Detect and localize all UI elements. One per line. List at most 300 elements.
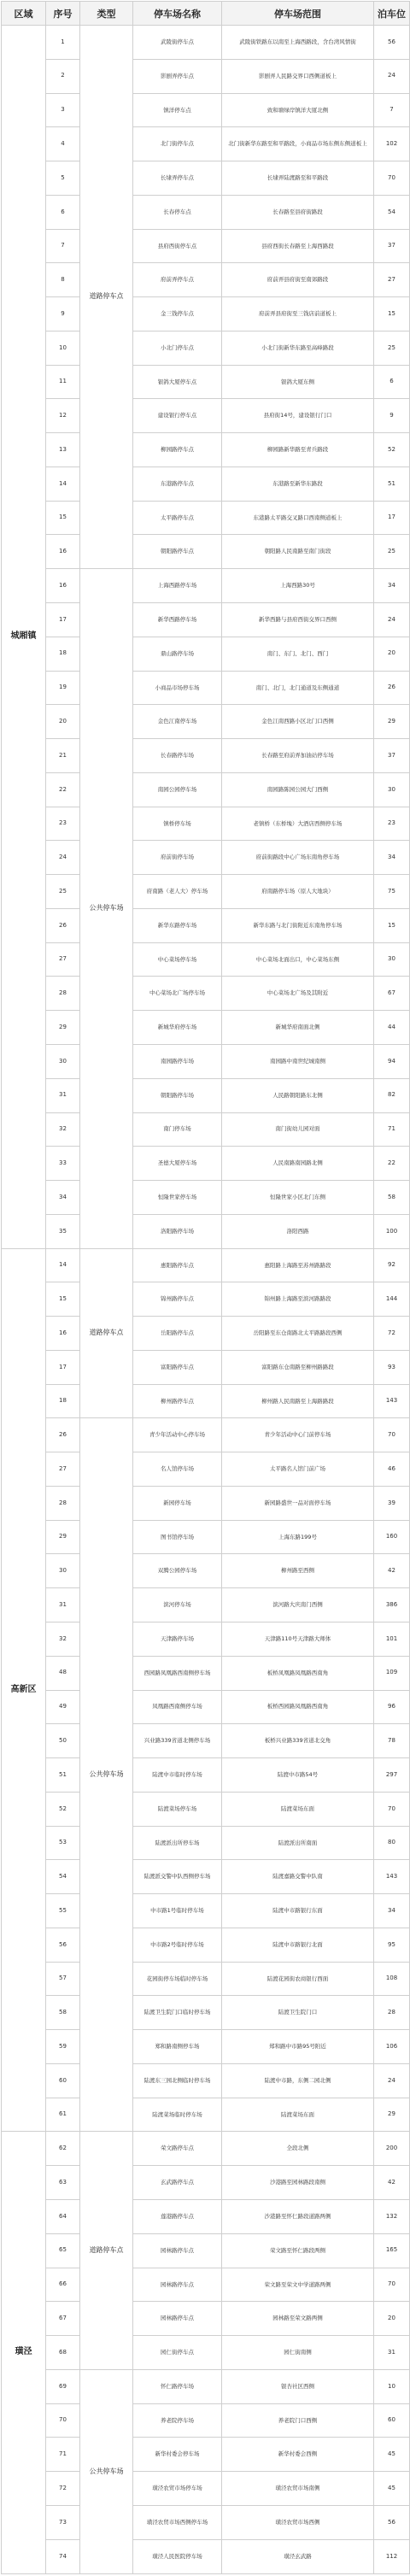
spots-cell: 96 (374, 1690, 410, 1724)
seq-cell: 3 (46, 93, 80, 127)
table-row (2, 1452, 410, 1487)
table-row (2, 1758, 410, 1793)
range-cell: 新城华府南面北侧 (222, 1011, 374, 1045)
range-cell: 全段北侧 (222, 2132, 374, 2166)
name-cell: 富阳路停车点 (133, 1350, 222, 1384)
spots-cell: 27 (374, 263, 410, 297)
spots-cell: 70 (374, 1418, 410, 1452)
spots-cell: 25 (374, 331, 410, 365)
table-row (2, 977, 410, 1011)
name-cell: 园仁街停车点 (133, 2336, 222, 2370)
name-cell: 长埭弄停车点 (133, 161, 222, 196)
range-cell: 恒隆世家小区北门东侧 (222, 1181, 374, 1215)
spots-cell: 75 (374, 875, 410, 909)
seq-cell: 27 (46, 942, 80, 977)
name-cell: 璜泾农贸市场西侧停车场 (133, 2505, 222, 2539)
table-row (2, 2200, 410, 2234)
table-row (2, 1486, 410, 1520)
range-cell: 南门、北门，北门通道及东侧通道 (222, 671, 374, 705)
table-row (2, 2166, 410, 2200)
spots-cell: 80 (374, 1826, 410, 1860)
spots-cell: 39 (374, 1486, 410, 1520)
name-cell: 府南路（老人大）停车场 (133, 875, 222, 909)
spots-cell: 70 (374, 1792, 410, 1826)
seq-cell: 65 (46, 2233, 80, 2268)
seq-cell: 16 (46, 1317, 80, 1351)
seq-cell: 8 (46, 263, 80, 297)
table-row (2, 399, 410, 433)
name-cell: 小北门停车点 (133, 331, 222, 365)
seq-cell: 18 (46, 637, 80, 671)
seq-cell: 6 (46, 195, 80, 229)
header-seq: 序号 (46, 2, 80, 26)
name-cell: 府前弄停车点 (133, 263, 222, 297)
spots-cell: 29 (374, 705, 410, 739)
seq-cell: 53 (46, 1826, 80, 1860)
parking-table (1, 1, 410, 2574)
table-row (2, 1690, 410, 1724)
table-row (2, 1078, 410, 1112)
spots-cell: 45 (374, 2438, 410, 2472)
spots-cell: 34 (374, 841, 410, 875)
spots-cell: 143 (374, 1860, 410, 1894)
name-cell: 陆渡派交警中队西侧停车场 (133, 1860, 222, 1894)
table-row (2, 1724, 410, 1758)
seq-cell: 27 (46, 1452, 80, 1487)
range-cell: 影剧弄人民路交界口西侧道板上 (222, 59, 374, 93)
table-row (2, 1588, 410, 1622)
spots-cell: 20 (374, 2302, 410, 2336)
spots-cell: 24 (374, 2063, 410, 2098)
name-cell: 北门街停车点 (133, 127, 222, 161)
table-row (2, 1860, 410, 1894)
seq-cell: 73 (46, 2505, 80, 2539)
spots-cell: 56 (374, 26, 410, 60)
spots-cell: 143 (374, 1384, 410, 1418)
spots-cell: 15 (374, 908, 410, 942)
spots-cell: 165 (374, 2233, 410, 2268)
name-cell: 新园停车场 (133, 1486, 222, 1520)
seq-cell: 55 (46, 1894, 80, 1928)
range-cell: 沙港路至怀仁路段道路两侧 (222, 2200, 374, 2234)
table-row (2, 297, 410, 332)
spots-cell: 78 (374, 1724, 410, 1758)
table-row (2, 1996, 410, 2030)
spots-cell: 6 (374, 365, 410, 399)
seq-cell: 52 (46, 1792, 80, 1826)
spots-cell: 7 (374, 93, 410, 127)
table-row (2, 603, 410, 637)
seq-cell: 33 (46, 1147, 80, 1181)
name-cell: 养老院停车场 (133, 2403, 222, 2438)
spots-cell: 297 (374, 1758, 410, 1793)
spots-cell: 25 (374, 535, 410, 569)
table-row (2, 1962, 410, 1996)
name-cell: 西园路凤凰路西南侧停车场 (133, 1656, 222, 1690)
range-cell: 璜泾玄武路 (222, 2539, 374, 2573)
name-cell: 凤凰路西南侧停车场 (133, 1690, 222, 1724)
table-row (2, 1520, 410, 1554)
spots-cell: 386 (374, 1588, 410, 1622)
table-row (2, 2336, 410, 2370)
name-cell: 陆渡派出所停车场 (133, 1826, 222, 1860)
name-cell: 中心菜场北广场停车场 (133, 977, 222, 1011)
name-cell: 镇洋停车点 (133, 93, 222, 127)
seq-cell: 32 (46, 1622, 80, 1656)
spots-cell: 42 (374, 1554, 410, 1588)
name-cell: 陆渡中市临时停车场 (133, 1758, 222, 1793)
name-cell: 朝阳路停车场 (133, 1078, 222, 1112)
name-cell: 长春停车点 (133, 195, 222, 229)
name-cell: 南门停车场 (133, 1112, 222, 1147)
seq-cell: 16 (46, 569, 80, 603)
table-row (2, 1248, 410, 1282)
spots-cell: 160 (374, 1520, 410, 1554)
table-row (2, 1928, 410, 1962)
table-row (2, 2472, 410, 2506)
seq-cell: 22 (46, 772, 80, 807)
table-row (2, 2268, 410, 2302)
seq-cell: 12 (46, 399, 80, 433)
name-cell: 莲港路停车点 (133, 2200, 222, 2234)
range-cell: 天津路110号天津路大师体 (222, 1622, 374, 1656)
table-row (2, 433, 410, 467)
name-cell: 洛阳路停车场 (133, 1214, 222, 1248)
spots-cell: 108 (374, 1962, 410, 1996)
name-cell: 柳园路停车点 (133, 433, 222, 467)
range-cell: 璜泾农贸市场西侧 (222, 2505, 374, 2539)
table-body (2, 26, 410, 2574)
seq-cell: 71 (46, 2438, 80, 2472)
name-cell: 恒隆世家停车场 (133, 1181, 222, 1215)
table-row (2, 637, 410, 671)
type-cell: 道路停车点 (80, 2132, 133, 2369)
table-row (2, 875, 410, 909)
range-cell: 太平路名人馆门前广场 (222, 1452, 374, 1487)
type-cell: 公共停车场 (80, 569, 133, 1248)
seq-cell: 58 (46, 1996, 80, 2030)
table-row (2, 1894, 410, 1928)
spots-cell: 54 (374, 195, 410, 229)
name-cell: 怀仁路停车场 (133, 2369, 222, 2403)
table-row (2, 1317, 410, 1351)
range-cell: 陆渡派出所南面 (222, 1826, 374, 1860)
spots-cell: 28 (374, 1996, 410, 2030)
seq-cell: 7 (46, 229, 80, 263)
spots-cell: 29 (374, 2098, 410, 2132)
spots-cell: 112 (374, 2539, 410, 2573)
range-cell: 县府街14号，建设银行门口 (222, 399, 374, 433)
spots-cell: 132 (374, 2200, 410, 2234)
seq-cell: 74 (46, 2539, 80, 2573)
name-cell: 园林路停车点 (133, 2233, 222, 2268)
table-row (2, 1826, 410, 1860)
name-cell: 新华村委会停车场 (133, 2438, 222, 2472)
spots-cell: 70 (374, 161, 410, 196)
spots-cell: 15 (374, 297, 410, 332)
range-cell: 人民路朝阳路东北侧 (222, 1078, 374, 1112)
spots-cell: 56 (374, 2505, 410, 2539)
table-row (2, 2098, 410, 2132)
range-cell: 新华西路与县府西街交界口西侧 (222, 603, 374, 637)
range-cell: 璜泾农贸市场南侧 (222, 2472, 374, 2506)
table-row (2, 2030, 410, 2064)
range-cell: 南园路中南世纪城南侧 (222, 1044, 374, 1078)
name-cell: 青少年活动中心停车场 (133, 1418, 222, 1452)
range-cell: 园仁街南侧 (222, 2336, 374, 2370)
seq-cell: 20 (46, 705, 80, 739)
spots-cell: 37 (374, 739, 410, 773)
range-cell: 陆渡嘉路交警中队南 (222, 1860, 374, 1894)
seq-cell: 21 (46, 739, 80, 773)
name-cell: 滨河停车场 (133, 1588, 222, 1622)
spots-cell: 102 (374, 127, 410, 161)
name-cell: 璜泾农贸市场停车场 (133, 2472, 222, 2506)
seq-cell: 25 (46, 875, 80, 909)
seq-cell: 28 (46, 1486, 80, 1520)
range-cell: 府南路停车场（原人大地块） (222, 875, 374, 909)
seq-cell: 26 (46, 908, 80, 942)
seq-cell: 59 (46, 2030, 80, 2064)
table-row (2, 772, 410, 807)
seq-cell: 18 (46, 1384, 80, 1418)
range-cell: 板桥凤凰路凤凰路西南角 (222, 1656, 374, 1690)
table-row (2, 1622, 410, 1656)
table-row (2, 1147, 410, 1181)
table-row (2, 26, 410, 60)
spots-cell: 94 (374, 1044, 410, 1078)
range-cell: 新园路盛世一品对面停车场 (222, 1486, 374, 1520)
spots-cell: 106 (374, 2030, 410, 2064)
table-row (2, 1554, 410, 1588)
table-row (2, 263, 410, 297)
range-cell: 板桥兴业路339省道北交角 (222, 1724, 374, 1758)
name-cell: 图书馆停车场 (133, 1520, 222, 1554)
seq-cell: 49 (46, 1690, 80, 1724)
spots-cell: 17 (374, 501, 410, 535)
range-cell: 长春路至县府街路段 (222, 195, 374, 229)
seq-cell: 34 (46, 1181, 80, 1215)
range-cell: 朝阳路人民南路至南门街段 (222, 535, 374, 569)
spots-cell: 70 (374, 2268, 410, 2302)
table-row (2, 229, 410, 263)
seq-cell: 17 (46, 603, 80, 637)
table-row (2, 2403, 410, 2438)
range-cell: 东港路太平路交叉路口西南侧道板上 (222, 501, 374, 535)
table-header (2, 2, 410, 26)
spots-cell: 24 (374, 603, 410, 637)
seq-cell: 24 (46, 841, 80, 875)
table-row (2, 466, 410, 501)
name-cell: 影剧弄停车点 (133, 59, 222, 93)
range-cell: 南门街幼儿园对面 (222, 1112, 374, 1147)
seq-cell: 14 (46, 466, 80, 501)
table-row (2, 2233, 410, 2268)
range-cell: 北门街新华东路至和平路段，小商品市场东侧东侧道板上 (222, 127, 374, 161)
spots-cell: 67 (374, 977, 410, 1011)
name-cell: 南园公园停车场 (133, 772, 222, 807)
range-cell: 县府西街长春路至上海西路段 (222, 229, 374, 263)
spots-cell: 60 (374, 2403, 410, 2438)
name-cell: 柳州路停车点 (133, 1384, 222, 1418)
seq-cell: 19 (46, 671, 80, 705)
spots-cell: 100 (374, 1214, 410, 1248)
seq-cell: 14 (46, 1248, 80, 1282)
seq-cell: 56 (46, 1928, 80, 1962)
range-cell: 岳阳路至东仓南路北太平路路段西侧 (222, 1317, 374, 1351)
spots-cell: 20 (374, 637, 410, 671)
name-cell: 县府西街停车点 (133, 229, 222, 263)
table-row (2, 2369, 410, 2403)
spots-cell: 52 (374, 433, 410, 467)
spots-cell: 34 (374, 569, 410, 603)
seq-cell: 30 (46, 1044, 80, 1078)
spots-cell: 23 (374, 807, 410, 841)
spots-cell: 82 (374, 1078, 410, 1112)
name-cell: 太平路停车点 (133, 501, 222, 535)
table-row (2, 59, 410, 93)
name-cell: 金三钱停车点 (133, 297, 222, 332)
range-cell: 陆渡中市路，东侧二园北侧 (222, 2063, 374, 2098)
range-cell: 东港路至新华东路段 (222, 466, 374, 501)
seq-cell: 28 (46, 977, 80, 1011)
table-row (2, 1181, 410, 1215)
table-row (2, 1656, 410, 1690)
name-cell: 建设银行停车点 (133, 399, 222, 433)
spots-cell: 42 (374, 2166, 410, 2200)
spots-cell: 200 (374, 2132, 410, 2166)
spots-cell: 92 (374, 1248, 410, 1282)
seq-cell: 63 (46, 2166, 80, 2200)
table-row (2, 942, 410, 977)
range-cell: 新华东路与北门街附近东南角停车场 (222, 908, 374, 942)
range-cell: 富阳路东仓南路至柳州路路段 (222, 1350, 374, 1384)
table-row (2, 1792, 410, 1826)
spots-cell: 22 (374, 1147, 410, 1181)
spots-cell: 10 (374, 2369, 410, 2403)
range-cell: 板桥西园路凤凰路西南角 (222, 1690, 374, 1724)
district-cell: 高新区 (2, 1248, 46, 2132)
table-row (2, 195, 410, 229)
name-cell: 郑和路南侧停车场 (133, 2030, 222, 2064)
range-cell: 养老院门口西侧 (222, 2403, 374, 2438)
seq-cell: 15 (46, 1282, 80, 1317)
seq-cell: 67 (46, 2302, 80, 2336)
table-row (2, 2302, 410, 2336)
spots-cell: 26 (374, 671, 410, 705)
name-cell: 上海西路停车场 (133, 569, 222, 603)
range-cell: 陆渡花园街农商银行西面 (222, 1962, 374, 1996)
range-cell: 上海东路199号 (222, 1520, 374, 1554)
seq-cell: 31 (46, 1588, 80, 1622)
header-row (2, 2, 410, 26)
type-cell: 道路停车点 (80, 1248, 133, 1418)
table-row (2, 2132, 410, 2166)
name-cell: 陆渡卫生院门口临时停车场 (133, 1996, 222, 2030)
table-row (2, 705, 410, 739)
table-row (2, 127, 410, 161)
table-row (2, 1282, 410, 1317)
name-cell: 岳阳路停车点 (133, 1317, 222, 1351)
name-cell: 陆渡菜场临时停车场 (133, 2098, 222, 2132)
seq-cell: 26 (46, 1418, 80, 1452)
seq-cell: 69 (46, 2369, 80, 2403)
seq-cell: 60 (46, 2063, 80, 2098)
spots-cell: 24 (374, 59, 410, 93)
name-cell: 双腾公园停车场 (133, 1554, 222, 1588)
range-cell: 中心菜场北广场及其附近 (222, 977, 374, 1011)
table-row (2, 501, 410, 535)
table-row (2, 93, 410, 127)
header-district: 区域 (2, 2, 46, 26)
name-cell: 惠阳路停车点 (133, 1248, 222, 1282)
name-cell: 镇桥停车场 (133, 807, 222, 841)
range-cell: 园林路至荣文路两侧 (222, 2302, 374, 2336)
range-cell: 陆渡菜场东面 (222, 1792, 374, 1826)
seq-cell: 30 (46, 1554, 80, 1588)
table-row (2, 2063, 410, 2098)
range-cell: 新华村委会西侧 (222, 2438, 374, 2472)
seq-cell: 5 (46, 161, 80, 196)
range-cell: 陆渡中市路银行东面 (222, 1894, 374, 1928)
seq-cell: 17 (46, 1350, 80, 1384)
seq-cell: 2 (46, 59, 80, 93)
table-row (2, 1011, 410, 1045)
name-cell: 新城华府停车场 (133, 1011, 222, 1045)
table-row (2, 161, 410, 196)
name-cell: 圣德大厦停车场 (133, 1147, 222, 1181)
range-cell: 金色江南西路小区北门口西侧 (222, 705, 374, 739)
seq-cell: 70 (46, 2403, 80, 2438)
table-row (2, 2505, 410, 2539)
table-row (2, 331, 410, 365)
header-range: 停车场范围 (222, 2, 374, 26)
table-row (2, 1384, 410, 1418)
seq-cell: 64 (46, 2200, 80, 2234)
name-cell: 园林路停车点 (133, 2268, 222, 2302)
spots-cell: 72 (374, 1317, 410, 1351)
seq-cell: 51 (46, 1758, 80, 1793)
district-cell: 城厢镇 (2, 26, 46, 1249)
name-cell: 园林路停车点 (133, 2302, 222, 2336)
name-cell: 璜泾人民医院停车场 (133, 2539, 222, 2573)
range-cell: 长埭弄陆渡路至和平路段 (222, 161, 374, 196)
name-cell: 中心菜场停车场 (133, 942, 222, 977)
name-cell: 鼎山路停车场 (133, 637, 222, 671)
range-cell: 长春路至府前弄加油站停车场 (222, 739, 374, 773)
range-cell: 武陵街铁路东以南至上海西路段，含台湾风情街 (222, 26, 374, 60)
spots-cell: 109 (374, 1656, 410, 1690)
name-cell: 南园路停车场 (133, 1044, 222, 1078)
name-cell: 东港路停车点 (133, 466, 222, 501)
seq-cell: 35 (46, 1214, 80, 1248)
name-cell: 陆渡东三园北侧临时停车场 (133, 2063, 222, 2098)
seq-cell: 29 (46, 1011, 80, 1045)
range-cell: 柳园路新华路至青兵路段 (222, 433, 374, 467)
name-cell: 兴业路339省道北侧停车场 (133, 1724, 222, 1758)
range-cell: 陆渡中市路54号 (222, 1758, 374, 1793)
range-cell: 青少年活动中心门前停车场 (222, 1418, 374, 1452)
name-cell: 新华西路停车场 (133, 603, 222, 637)
seq-cell: 11 (46, 365, 80, 399)
range-cell: 人民南路南园路北侧 (222, 1147, 374, 1181)
seq-cell: 13 (46, 433, 80, 467)
range-cell: 老镇桥（东桥堍）大酒店西侧停车场 (222, 807, 374, 841)
spots-cell: 101 (374, 1622, 410, 1656)
type-cell: 公共停车场 (80, 2369, 133, 2573)
seq-cell: 62 (46, 2132, 80, 2166)
name-cell: 武陵街停车点 (133, 26, 222, 60)
